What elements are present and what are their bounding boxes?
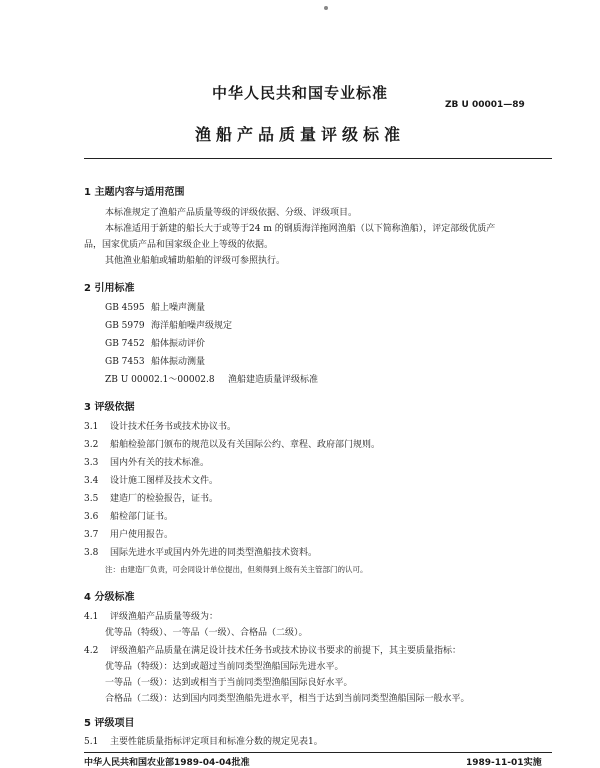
- section-1-paragraph-2b: 品，国家优质产品和国家级企业上等级的依据。: [84, 240, 274, 250]
- ref-code: GB 7453: [105, 357, 145, 367]
- scan-speck: [324, 6, 328, 10]
- item-number: 3.8: [84, 548, 99, 558]
- quality-levels: 优等品（特级）、一等品（一级）、合格品（二级）。: [105, 628, 308, 638]
- item-number: 3.6: [84, 512, 99, 522]
- section-3-note: 注：由建造厂负责，可会同设计单位提出，但须得到上级有关主管部门的认可。: [105, 565, 368, 574]
- section-1-paragraph-2a: 本标准适用于新建的船长大于或等于24 m 的钢质海洋拖网渔船（以下简称渔船），评定部级优质产: [105, 224, 496, 234]
- section-4-heading: 4 分级标准: [84, 592, 135, 603]
- item-number: 3.5: [84, 494, 99, 504]
- item-text: 设计施工图样及技术文件。: [110, 476, 219, 486]
- item-number: 3.4: [84, 476, 99, 486]
- grade-qualified: 合格品（二级）：达到国内同类型渔船先进水平，相当于达到当前同类型渔船国际一般水平。: [105, 694, 470, 704]
- ref-code: GB 7452: [105, 339, 145, 349]
- ref-name: 海洋船舶噪声级规定: [151, 321, 233, 331]
- item-text: 用户使用报告。: [110, 530, 174, 540]
- standard-code: ZB U 00001—89: [445, 100, 525, 110]
- footer-rule: [84, 752, 552, 753]
- item-number: 3.1: [84, 422, 99, 432]
- item-text: 船检部门证书。: [110, 512, 174, 522]
- section-5-heading: 5 评级项目: [84, 718, 135, 729]
- item-number: 4.2: [84, 646, 99, 656]
- item-number: 3.3: [84, 458, 99, 468]
- standard-org-heading: 中华人民共和国专业标准: [211, 84, 388, 102]
- item-text: 建造厂的检验报告，证书。: [110, 494, 219, 504]
- ref-name: 船体振动评价: [151, 339, 206, 349]
- item-text: 国际先进水平或国内外先进的同类型渔船技术资料。: [110, 548, 318, 558]
- item-text: 国内外有关的技术标准。: [110, 458, 210, 468]
- item-text: 船舶检验部门颁布的规范以及有关国际公约、章程、政府部门规则。: [110, 440, 381, 450]
- header-rule: [84, 158, 552, 159]
- section-2-heading: 2 引用标准: [84, 283, 135, 294]
- item-text: 主要性能质量指标评定项目和标准分数的规定见表1。: [110, 737, 323, 747]
- item-number: 4.1: [84, 612, 99, 622]
- ref-name: 船体振动测量: [151, 357, 206, 367]
- item-text: 评级渔船产品质量在满足设计技术任务书或技术协议书要求的前提下，其主要质量指标：: [110, 646, 462, 656]
- ref-name: 船上噪声测量: [151, 303, 206, 313]
- ref-code: ZB U 00002.1～00002.8: [105, 375, 215, 385]
- item-text: 设计技术任务书或技术协议书。: [110, 422, 237, 432]
- item-number: 3.7: [84, 530, 99, 540]
- section-1-heading: 1 主题内容与适用范围: [84, 187, 185, 198]
- section-3-heading: 3 评级依据: [84, 402, 135, 413]
- effective-date: 1989-11-01实施: [466, 758, 542, 768]
- item-number: 3.2: [84, 440, 99, 450]
- item-text: 评级渔船产品质量等级为：: [110, 612, 219, 622]
- grade-premium: 优等品（特级）：达到或超过当前同类型渔船国际先进水平。: [105, 662, 344, 672]
- item-number: 5.1: [84, 737, 99, 747]
- document-title: 渔船产品质量评级标准: [194, 125, 405, 144]
- ref-name: 渔船建造质量评级标准: [228, 375, 319, 385]
- ref-code: GB 5979: [105, 321, 145, 331]
- approval-line: 中华人民共和国农业部1989-04-04批准: [84, 758, 250, 768]
- ref-code: GB 4595: [105, 303, 145, 313]
- grade-first-class: 一等品（一级）：达到或相当于当前同类型渔船国际良好水平。: [105, 678, 353, 688]
- section-1-paragraph-3: 其他渔业船舶或辅助船舶的评级可参照执行。: [105, 256, 286, 266]
- section-1-paragraph-1: 本标准规定了渔船产品质量等级的评级依据、分级、评级项目。: [105, 208, 358, 218]
